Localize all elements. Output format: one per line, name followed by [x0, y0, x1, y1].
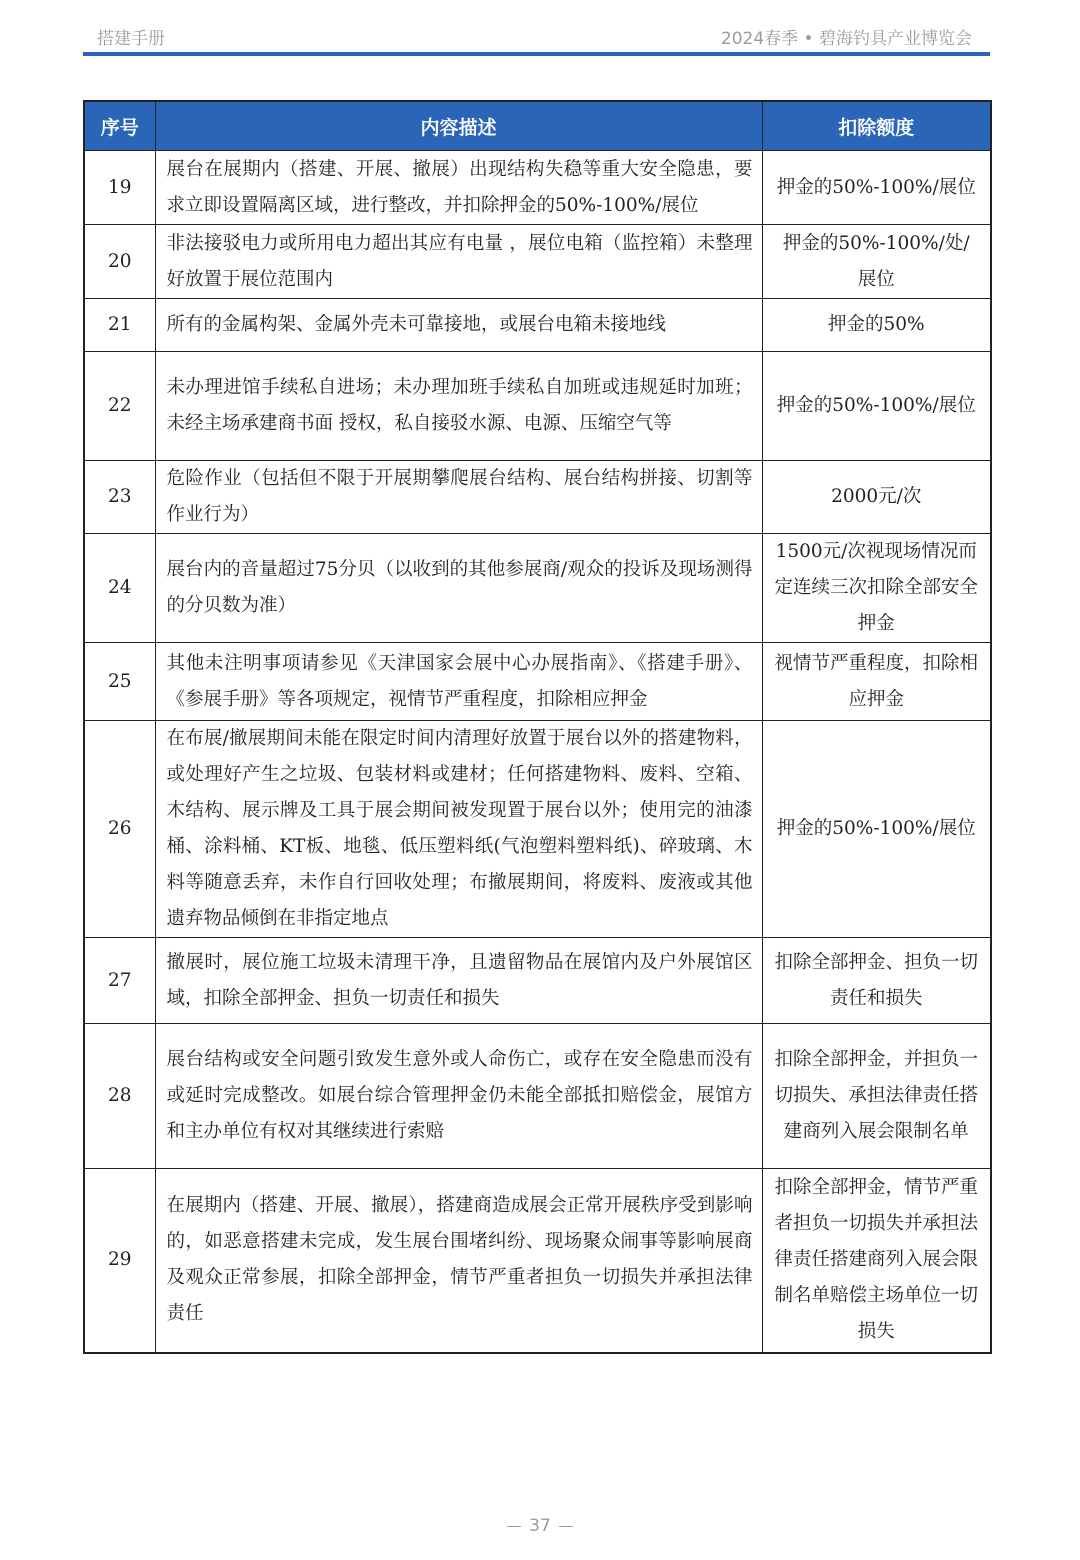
row-description: 展台内的音量超过75分贝（以收到的其他参展商/观众的投诉及现场测得的分贝数为准） — [155, 534, 762, 643]
row-description: 非法接驳电力或所用电力超出其应有电量 ，展位电箱（监控箱）未整理好放置于展位范围内 — [155, 225, 762, 299]
row-description: 展台结构或安全问题引致发生意外或人命伤亡，或存在安全隐患而没有或延时完成整改。如展台综合管理押金仍未能全部抵扣赔偿金，展馆方和主办单位有权对其继续进行索赔 — [155, 1024, 762, 1169]
row-amount: 押金的50%-100%/处/展位 — [762, 225, 991, 299]
row-number: 24 — [84, 534, 155, 643]
column-header-number: 序号 — [84, 101, 155, 151]
row-number: 26 — [84, 721, 155, 938]
row-description: 所有的金属构架、金属外壳未可靠接地，或展台电箱未接地线 — [155, 299, 762, 352]
table-row — [84, 721, 991, 938]
row-amount: 押金的50%-100%/展位 — [762, 151, 991, 225]
row-description: 其他未注明事项请参见《天津国家会展中心办展指南》、《搭建手册》、《参展手册》等各项规定，视情节严重程度，扣除相应押金 — [155, 643, 762, 721]
table-row — [84, 352, 991, 461]
row-description: 在展期内（搭建、开展、撤展），搭建商造成展会正常开展秩序受到影响的，如恶意搭建未完成，发生展台围堵纠纷、现场聚众闹事等影响展商及观众正常参展，扣除全部押金，情节严重者担负一切损失并承担法律责任 — [155, 1169, 762, 1353]
footer-dash-left — [507, 1526, 521, 1527]
row-description: 撤展时，展位施工垃圾未清理干净，且遗留物品在展馆内及户外展馆区域，扣除全部押金、担负一切责任和损失 — [155, 938, 762, 1024]
row-number: 25 — [84, 643, 155, 721]
event-title: 2024春季 • 碧海钓具产业博览会 — [720, 29, 972, 49]
row-number: 21 — [84, 299, 155, 352]
document-title: 搭建手册 — [97, 29, 165, 49]
footer-dash-right — [559, 1526, 573, 1527]
header-divider — [83, 52, 990, 56]
table-row — [84, 938, 991, 1024]
table-row — [84, 299, 991, 352]
table-row — [84, 225, 991, 299]
page-header — [83, 22, 990, 56]
row-amount: 扣除全部押金、担负一切责任和损失 — [762, 938, 991, 1024]
row-number: 23 — [84, 461, 155, 534]
table-row — [84, 534, 991, 643]
row-number: 22 — [84, 352, 155, 461]
page-number: 37 — [529, 1516, 551, 1536]
row-description: 展台在展期内（搭建、开展、撤展）出现结构失稳等重大安全隐患，要求立即设置隔离区域，进行整改，并扣除押金的50%-100%/展位 — [155, 151, 762, 225]
row-amount: 押金的50%-100%/展位 — [762, 352, 991, 461]
row-amount: 押金的50% — [762, 299, 991, 352]
page-footer — [0, 1516, 1080, 1536]
row-number: 27 — [84, 938, 155, 1024]
row-description: 未办理进馆手续私自进场；未办理加班手续私自加班或违规延时加班；未经主场承建商书面 授权，私自接驳水源、电源、压缩空气等 — [155, 352, 762, 461]
column-header-description: 内容描述 — [155, 101, 762, 151]
row-amount: 扣除全部押金，并担负一切损失、承担法律责任搭建商列入展会限制名单 — [762, 1024, 991, 1169]
deduction-table — [83, 100, 992, 1354]
row-amount: 2000元/次 — [762, 461, 991, 534]
table-row — [84, 461, 991, 534]
row-number: 19 — [84, 151, 155, 225]
row-description: 在布展/撤展期间未能在限定时间内清理好放置于展台以外的搭建物料，或处理好产生之垃圾、包装材料或建材；任何搭建物料、废料、空箱、木结构、展示牌及工具于展会期间被发现置于展台以外；使用完的油漆桶、涂料桶、KT板、地毯、低压塑料纸(气泡塑料塑料纸)、碎玻璃、木料等随意丢弃，未作自行回收处理；布撤展期间，将废料、废液或其他遗弃物品倾倒在非指定地点 — [155, 721, 762, 938]
row-amount: 扣除全部押金，情节严重者担负一切损失并承担法律责任搭建商列入展会限制名单赔偿主场单位一切损失 — [762, 1169, 991, 1353]
row-number: 28 — [84, 1024, 155, 1169]
table-header-row — [84, 101, 991, 151]
row-number: 20 — [84, 225, 155, 299]
row-amount: 押金的50%-100%/展位 — [762, 721, 991, 938]
table-row — [84, 1169, 991, 1353]
row-amount: 视情节严重程度，扣除相应押金 — [762, 643, 991, 721]
table-row — [84, 151, 991, 225]
row-amount: 1500元/次视现场情况而定连续三次扣除全部安全押金 — [762, 534, 991, 643]
table-row — [84, 643, 991, 721]
row-description: 危险作业（包括但不限于开展期攀爬展台结构、展台结构拼接、切割等作业行为） — [155, 461, 762, 534]
column-header-amount: 扣除额度 — [762, 101, 991, 151]
row-number: 29 — [84, 1169, 155, 1353]
table-row — [84, 1024, 991, 1169]
